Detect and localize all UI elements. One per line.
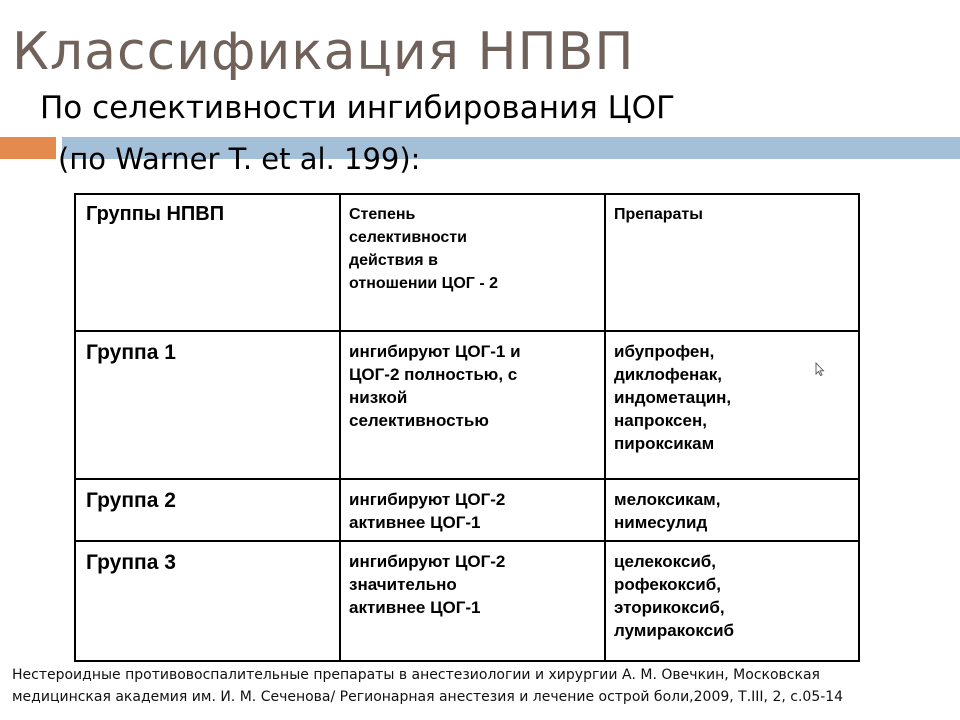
source-footnote <box>12 664 952 708</box>
selectivity-line: селективностью <box>349 411 489 430</box>
selectivity-line: значительно <box>349 575 457 594</box>
drug-name: эторикоксиб, <box>614 598 725 617</box>
row-selectivity-cell <box>340 541 605 661</box>
row-group-cell <box>75 479 340 541</box>
row-drugs-cell <box>605 479 859 541</box>
selectivity-line: ингибируют ЦОГ-1 и <box>349 342 521 361</box>
drug-name: пироксикам <box>614 434 715 453</box>
table-header-row <box>75 194 859 331</box>
group-label: Группа 2 <box>86 489 176 512</box>
header-cell-selectivity <box>340 194 605 331</box>
selectivity-line: активнее ЦОГ-1 <box>349 513 481 532</box>
header-selectivity-line: селективности <box>349 229 467 246</box>
footnote-line: Нестероидные противовоспалительные препараты в анестезиологии и хирургии А. М. Овечкин, Московская <box>12 667 820 683</box>
row-group-cell <box>75 331 340 479</box>
selectivity-line: активнее ЦОГ-1 <box>349 598 481 617</box>
selectivity-line: ингибируют ЦОГ-2 <box>349 552 506 571</box>
header-selectivity-line: Степень <box>349 206 416 223</box>
drug-name: целекоксиб, <box>614 552 717 571</box>
drug-name: напроксен, <box>614 411 707 430</box>
footnote-line: медицинская академия им. И. М. Сеченова/ Регионарная анестезия и лечение острой боли,2009, Т.III, 2, с.05-14 <box>12 689 844 705</box>
drug-name: мелоксикам, <box>614 490 721 509</box>
selectivity-line: ЦОГ-2 полностью, с <box>349 365 518 384</box>
drug-name: лумиракоксиб <box>614 621 735 640</box>
header-cell-group <box>75 194 340 331</box>
drug-name: ибупрофен, <box>614 342 715 361</box>
row-group-cell <box>75 541 340 661</box>
row-selectivity-cell <box>340 331 605 479</box>
npvs-classification-table <box>74 193 860 662</box>
table-row-group-1 <box>75 331 859 479</box>
drug-name: диклофенак, <box>614 365 722 384</box>
slide-subtitle: По селективности ингибирования ЦОГ <box>40 90 675 126</box>
mouse-pointer-icon <box>815 362 825 376</box>
accent-bar-orange <box>0 137 56 159</box>
header-selectivity-line: отношении ЦОГ - 2 <box>349 275 498 292</box>
citation-text: (по Warner T. et al. 199): <box>58 142 421 176</box>
selectivity-line: ингибируют ЦОГ-2 <box>349 490 506 509</box>
header-drugs-label: Препараты <box>614 206 703 223</box>
table-row-group-3 <box>75 541 859 661</box>
row-drugs-cell <box>605 541 859 661</box>
row-selectivity-cell <box>340 479 605 541</box>
row-drugs-cell <box>605 331 859 479</box>
drug-name: рофекоксиб, <box>614 575 721 594</box>
table-row-group-2 <box>75 479 859 541</box>
selectivity-line: низкой <box>349 388 408 407</box>
drug-name: индометацин, <box>614 388 732 407</box>
header-group-label: Группы НПВП <box>86 203 225 225</box>
group-label: Группа 3 <box>86 551 176 574</box>
group-label: Группа 1 <box>86 341 176 364</box>
slide-title: Классификация НПВП <box>12 22 635 82</box>
header-cell-drugs <box>605 194 859 331</box>
header-selectivity-line: действия в <box>349 252 438 269</box>
drug-name: нимесулид <box>614 513 708 532</box>
